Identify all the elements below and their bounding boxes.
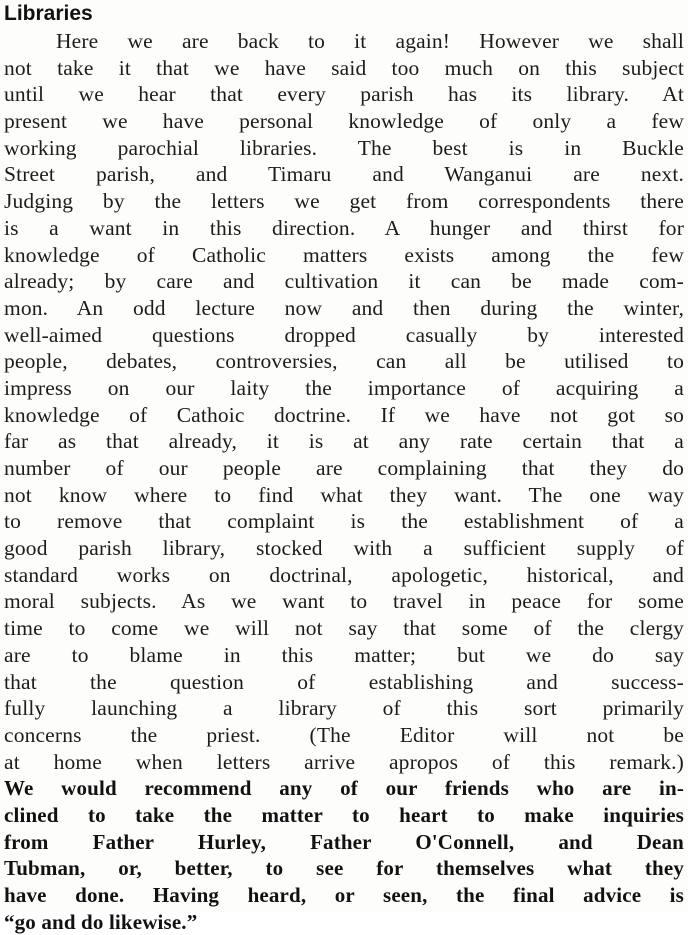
text-line: concerns the priest. (The Editor will not be [4,722,684,747]
text-line: time to come we will not say that some of the clergy [4,616,684,641]
text-line: We would recommend any of our friends who are in- [4,776,684,801]
text-line: until we hear that every parish has its library. At [4,82,684,107]
text-line: that the question of establishing and success- [4,669,684,694]
text-line: Here we are back to it again! However we shall [56,29,684,53]
text-line: at home when letters arrive apropos of this remark.) [4,749,684,774]
text-line: have done. Having heard, or seen, the final advice is [4,883,684,907]
text-line: “go and do likewise.” [4,909,198,934]
text-line: fully launching a library of this sort primarily [4,696,684,721]
text-line: moral subjects. As we want to travel in peace for some [4,589,684,614]
text-line: number of our people are complaining that they do [4,456,684,480]
text-line: present we have personal knowledge of only a few [4,109,684,134]
text-line: clined to take the matter to heart to make inquiries [4,802,684,827]
text-line: mon. An odd lecture now and then during the winter, [4,295,684,320]
text-line: far as that already, it is at any rate certain that a [4,429,684,454]
text-line: from Father Hurley, Father O'Connell, and Dean [4,829,684,854]
text-line: Street parish, and Timaru and Wanganui are next. [4,162,684,187]
text-line: to remove that complaint is the establishment of a [4,509,684,534]
text-line: Tubman, or, better, to see for themselves what they [4,856,684,881]
text-line: impress on our laity the importance of acquiring a [4,375,684,400]
text-line: knowledge of Cathoic doctrine. If we have not got so [4,402,684,427]
text-line: working parochial libraries. The best is in Buckle [4,135,684,160]
text-line: Judging by the letters we get from correspondents there [4,189,684,214]
text-line: good parish library, stocked with a sufficient supply of [4,536,684,561]
text-line: people, debates, controversies, can all be utilised to [4,349,684,374]
text-line: standard works on doctrinal, apologetic, historical, and [4,562,684,587]
text-line: already; by care and cultivation it can be made com- [4,269,684,294]
text-line: well-aimed questions dropped casually by interested [4,322,684,347]
text-line: are to blame in this matter; but we do say [4,642,684,667]
text-line: not take it that we have said too much on this subject [4,55,684,80]
text-line: is a want in this direction. A hunger and thirst for [4,215,684,240]
article-heading: Libraries [4,2,93,25]
text-line: knowledge of Catholic matters exists among the few [4,242,684,267]
article-body [4,28,684,935]
text-line: not know where to find what they want. The one way [4,482,684,507]
